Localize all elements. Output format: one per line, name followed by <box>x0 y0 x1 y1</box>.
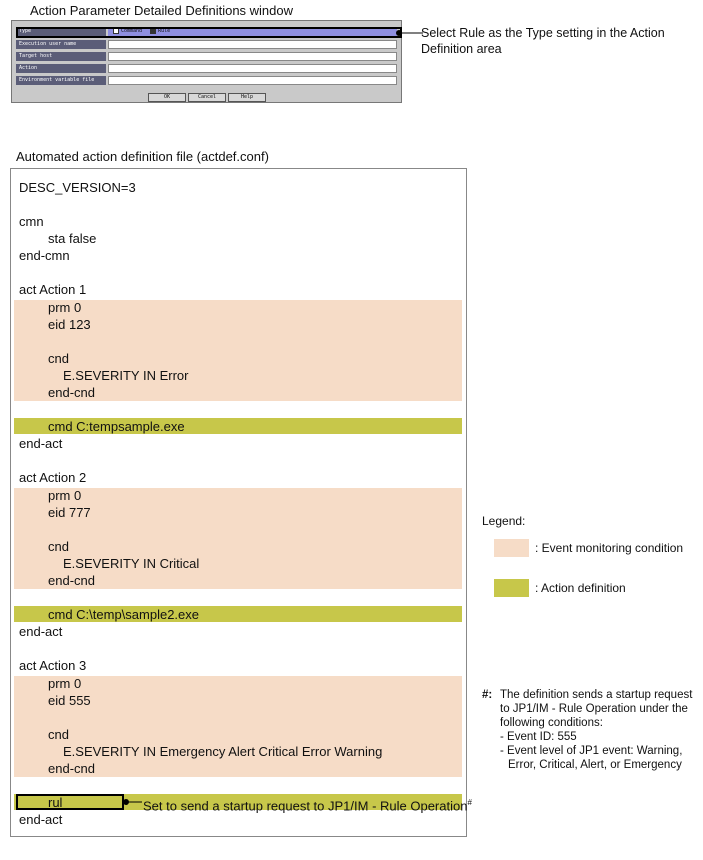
code-line: E.SEVERITY IN Critical <box>63 556 200 571</box>
code-line: sta false <box>48 231 97 246</box>
cancel-button[interactable]: Cancel <box>188 93 226 102</box>
code-line: cnd <box>48 539 69 554</box>
code-line: prm 0 <box>48 676 82 691</box>
code-line: act Action 1 <box>19 282 87 297</box>
code-line: end-cnd <box>48 573 95 588</box>
code-line: cnd <box>48 351 69 366</box>
execution-user-row <box>16 40 397 50</box>
code-line: rul <box>48 795 63 810</box>
help-button[interactable]: Help <box>228 93 266 102</box>
footnote-text: The definition sends a startup request to JP1/IM - Rule Operation under the following conditions: <box>500 689 693 729</box>
env-file-row <box>16 76 397 86</box>
code-line: E.SEVERITY IN Error <box>63 368 189 383</box>
code-line: end-act <box>19 436 63 451</box>
rul-callout-footnote-mark: # <box>467 798 472 807</box>
code-line: prm 0 <box>48 488 82 503</box>
window-caption: Action Parameter Detailed Definitions window <box>30 3 294 18</box>
code-line: prm 0 <box>48 300 82 315</box>
code-line: cmd C:\temp\sample2.exe <box>48 607 200 622</box>
ok-button[interactable]: OK <box>148 93 186 102</box>
type-callout: Select Rule as the Type setting in the Action Definition area <box>421 26 665 56</box>
action-row <box>16 64 397 74</box>
footnote-marker: #: <box>482 689 493 701</box>
type-label: Type <box>16 27 106 36</box>
file-caption: Automated action definition file (actdef.conf) <box>16 149 269 164</box>
footnote-item: - Event level of JP1 event: Warning, Error, Critical, Alert, or Emergency <box>500 745 683 771</box>
code-line: eid 555 <box>48 693 91 708</box>
actdef-file-box <box>10 168 472 837</box>
rul-callout-leader <box>121 797 143 807</box>
action-field[interactable] <box>108 64 397 73</box>
command-option-label: Command <box>121 28 143 34</box>
rul-callout <box>143 795 472 814</box>
action-parameter-window <box>11 20 402 103</box>
code-line: end-cnd <box>48 385 95 400</box>
footnote <box>482 688 697 772</box>
footnote-item: - Event ID: 555 <box>500 731 577 743</box>
code-line: cnd <box>48 727 69 742</box>
code-line: act Action 2 <box>19 470 87 485</box>
code-line: DESC_VERSION=3 <box>19 180 136 195</box>
event-condition-legend-label: : Event monitoring condition <box>535 541 684 555</box>
type-highlight-box <box>16 27 402 38</box>
code-line: end-act <box>19 624 63 639</box>
action-definition-swatch <box>494 579 529 597</box>
code-line: end-cmn <box>19 248 70 263</box>
rul-highlight-box <box>16 794 124 810</box>
code-line: E.SEVERITY IN Emergency Alert Critical Error Warning <box>63 744 383 759</box>
action-label: Action <box>16 64 106 73</box>
execution-user-field[interactable] <box>108 40 397 49</box>
code-line: end-act <box>19 812 63 827</box>
code-line: eid 123 <box>48 317 91 332</box>
env-file-field[interactable] <box>108 76 397 85</box>
code-line: eid 777 <box>48 505 91 520</box>
event-condition-swatch <box>494 539 529 557</box>
code-line: cmd C:tempsample.exe <box>48 419 185 434</box>
rul-callout-text: Set to send a startup request to JP1/IM - Rule Operation <box>143 798 468 814</box>
code-line: act Action 3 <box>19 658 87 673</box>
execution-user-label: Execution user name <box>16 40 106 49</box>
code-line: end-cnd <box>48 761 95 776</box>
action-definition-legend-label: : Action definition <box>535 581 626 595</box>
code-line: cmn <box>19 214 44 229</box>
rule-option-label: Rule <box>158 28 171 34</box>
type-row <box>16 27 397 37</box>
env-file-label: Environment variable file <box>16 76 106 85</box>
legend-title: Legend: <box>482 514 526 528</box>
target-host-field[interactable] <box>108 52 397 61</box>
target-host-label: Target host <box>16 52 106 61</box>
target-host-row <box>16 52 397 62</box>
